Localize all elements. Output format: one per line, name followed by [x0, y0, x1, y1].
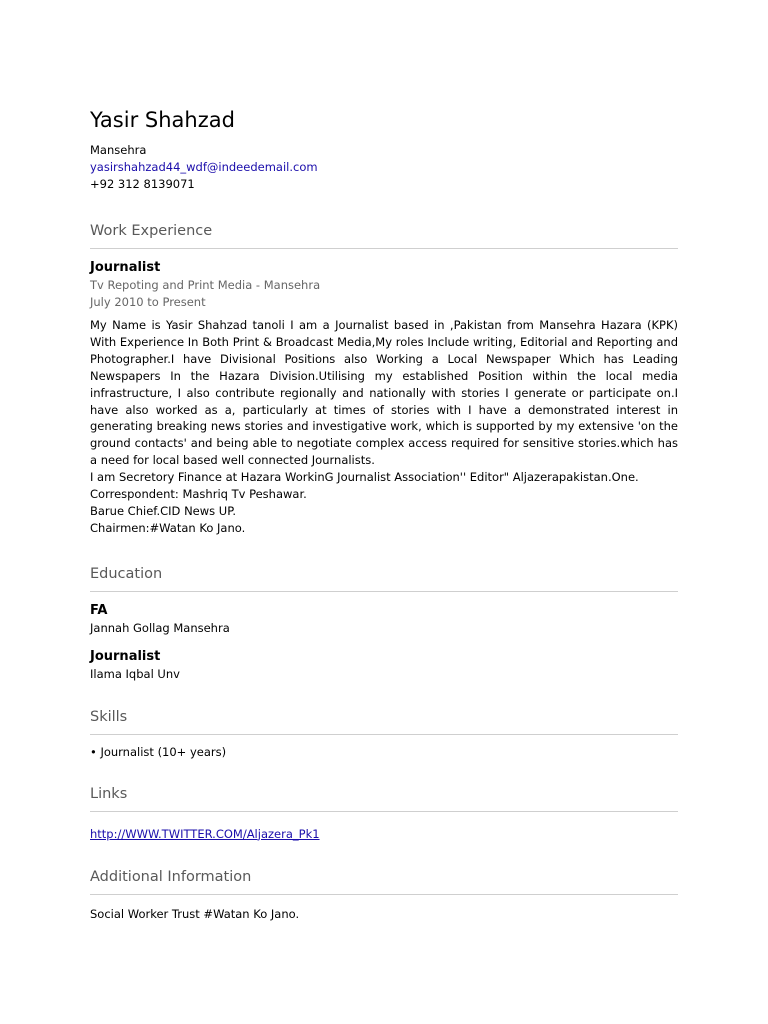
links-section [90, 784, 678, 843]
links-heading: Links [90, 784, 678, 812]
job-extra-line: I am Secretory Finance at Hazara WorkinG Journalist Association'' Editor" Aljazerapakistan.One. [90, 470, 639, 485]
work-experience-section [90, 221, 678, 537]
link-row [90, 823, 678, 843]
additional-info-heading: Additional Information [90, 867, 678, 895]
education-heading: Education [90, 564, 678, 592]
resume-content [90, 106, 678, 922]
job-description: My Name is Yasir Shahzad tanoli I am a Journalist based in ,Pakistan from Mansehra Hazara (KPK) With Experience In Both Print & Broadcast Media,My roles Include writing, Editorial and Reporting and Photographer.I have Divisional Positions also Working a Local Newspaper Which has Leading Newspapers In the Hazara Division.Utilising my established Position within the local media infrastructure, I also contribute regionally and nationally with stories I generate or participate on.I have also worked as a, particularly at times of stories with I have a demonstrated interest in generating breaking news stories and investigative work, which is supported by my extensive 'on the ground contacts' and being able to negotiate complex access required for sensitive stories.which has a need for local based well connected Journalists. [90, 318, 678, 468]
skills-section [90, 707, 678, 761]
skills-heading: Skills [90, 707, 678, 735]
resume-header [90, 106, 678, 193]
candidate-phone: +92 312 8139071 [90, 177, 195, 191]
candidate-email[interactable]: yasirshahzad44_wdf@indeedemail.com [90, 160, 318, 174]
education-section [90, 564, 678, 683]
additional-info-text: Social Worker Trust #Watan Ko Jano. [90, 906, 300, 921]
education-school: Jannah Gollag Mansehra [90, 620, 230, 635]
education-degree: FA [90, 602, 108, 618]
twitter-link[interactable]: http://WWW.TWITTER.COM/Aljazera_Pk1 [90, 826, 320, 841]
job-separator: - [252, 278, 264, 292]
job-title: Journalist [90, 260, 161, 275]
job-extra-line: Correspondent: Mashriq Tv Peshawar. [90, 487, 307, 502]
job-company: Tv Repoting and Print Media [90, 278, 253, 292]
job-extra-line: Chairmen:#Watan Ko Jano. [90, 520, 246, 535]
work-experience-heading: Work Experience [90, 221, 678, 249]
candidate-location: Mansehra [90, 143, 147, 157]
job-extra-line: Barue Chief.CID News UP. [90, 503, 237, 518]
job-company-line [90, 277, 678, 294]
skill-item: • Journalist (10+ years) [90, 744, 227, 759]
job-location: Mansehra [263, 278, 321, 292]
candidate-name: Yasir Shahzad [90, 108, 235, 132]
education-degree: Journalist [90, 648, 161, 664]
job-dates: July 2010 to Present [90, 295, 206, 309]
additional-info-section [90, 867, 678, 923]
education-school: Ilama Iqbal Unv [90, 666, 180, 681]
